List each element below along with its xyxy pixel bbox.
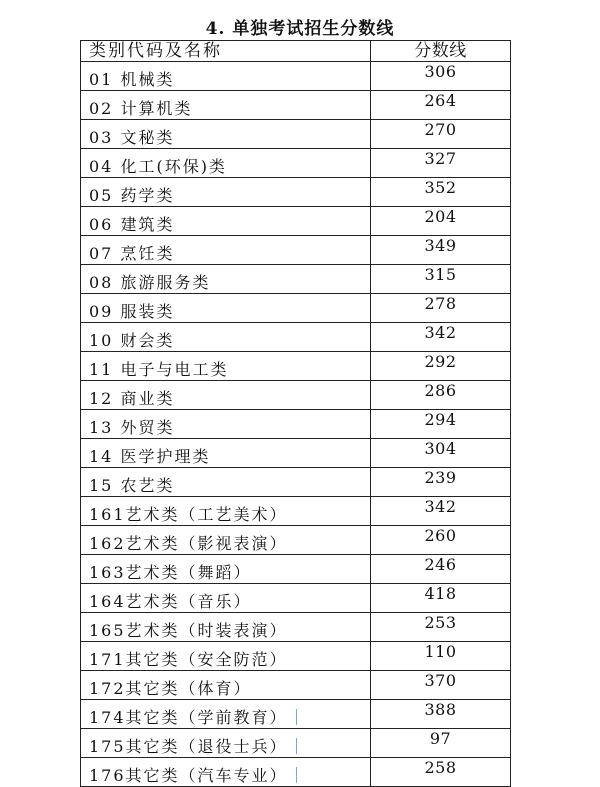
category-name: 05 药学类 [81, 178, 371, 207]
category-name: 172其它类（体育） [81, 671, 371, 700]
table-row [81, 149, 511, 178]
score-value: 270 [371, 120, 511, 149]
score-value: 246 [371, 555, 511, 584]
score-value: 342 [371, 497, 511, 526]
score-table [80, 40, 511, 787]
score-value: 349 [371, 236, 511, 265]
table-row [81, 700, 511, 729]
category-name: 162艺术类（影视表演） [81, 526, 371, 555]
score-value: 97 [371, 729, 511, 758]
category-name: 174其它类（学前教育） [89, 708, 288, 727]
table-row [81, 497, 511, 526]
table-row [81, 294, 511, 323]
category-name: 09 服装类 [81, 294, 371, 323]
table-row [81, 555, 511, 584]
table-row [81, 410, 511, 439]
header-score: 分数线 [371, 41, 511, 62]
category-name: 175其它类（退役士兵） [89, 737, 288, 756]
score-value: 306 [371, 62, 511, 91]
table-row [81, 352, 511, 381]
table-row [81, 381, 511, 410]
score-value: 278 [371, 294, 511, 323]
category-name: 02 计算机类 [81, 91, 371, 120]
score-value: 294 [371, 410, 511, 439]
category-name: 12 商业类 [81, 381, 371, 410]
score-value: 315 [371, 265, 511, 294]
score-value: 264 [371, 91, 511, 120]
score-value: 239 [371, 468, 511, 497]
score-value: 352 [371, 178, 511, 207]
text-cursor-mark [296, 709, 297, 725]
category-name: 165艺术类（时装表演） [81, 613, 371, 642]
text-cursor-mark [296, 767, 297, 783]
category-name: 07 烹饪类 [81, 236, 371, 265]
header-category: 类别代码及名称 [81, 41, 371, 62]
table-row [81, 323, 511, 352]
score-value: 110 [371, 642, 511, 671]
score-value: 342 [371, 323, 511, 352]
category-name: 01 机械类 [81, 62, 371, 91]
table-row [81, 178, 511, 207]
category-name: 08 旅游服务类 [81, 265, 371, 294]
score-value: 292 [371, 352, 511, 381]
text-cursor-mark [296, 738, 297, 754]
category-name: 03 文秘类 [81, 120, 371, 149]
table-row [81, 265, 511, 294]
category-name: 14 医学护理类 [81, 439, 371, 468]
score-value: 304 [371, 439, 511, 468]
category-name: 176其它类（汽车专业） [89, 766, 288, 785]
table-row [81, 468, 511, 497]
category-name: 10 财会类 [81, 323, 371, 352]
category-name: 11 电子与电工类 [81, 352, 371, 381]
table-row [81, 729, 511, 758]
category-name: 164艺术类（音乐） [81, 584, 371, 613]
category-name: 171其它类（安全防范） [81, 642, 371, 671]
table-row [81, 642, 511, 671]
category-name: 163艺术类（舞蹈） [81, 555, 371, 584]
table-row [81, 439, 511, 468]
score-value: 327 [371, 149, 511, 178]
score-value: 258 [371, 758, 511, 787]
table-row [81, 758, 511, 787]
table-row [81, 207, 511, 236]
score-value: 253 [371, 613, 511, 642]
table-row [81, 671, 511, 700]
score-value: 388 [371, 700, 511, 729]
score-value: 286 [371, 381, 511, 410]
table-row [81, 526, 511, 555]
table-row [81, 120, 511, 149]
score-value: 370 [371, 671, 511, 700]
document-title: 4. 单独考试招生分数线 [205, 19, 395, 39]
table-header-row [81, 41, 511, 62]
score-value: 260 [371, 526, 511, 555]
table-row [81, 613, 511, 642]
category-name: 15 农艺类 [81, 468, 371, 497]
table-row [81, 91, 511, 120]
category-name: 161艺术类（工艺美术） [81, 497, 371, 526]
category-name: 04 化工(环保)类 [81, 149, 371, 178]
score-value: 204 [371, 207, 511, 236]
category-name: 06 建筑类 [81, 207, 371, 236]
table-row [81, 584, 511, 613]
table-row [81, 62, 511, 91]
table-row [81, 236, 511, 265]
category-name: 13 外贸类 [81, 410, 371, 439]
score-value: 418 [371, 584, 511, 613]
